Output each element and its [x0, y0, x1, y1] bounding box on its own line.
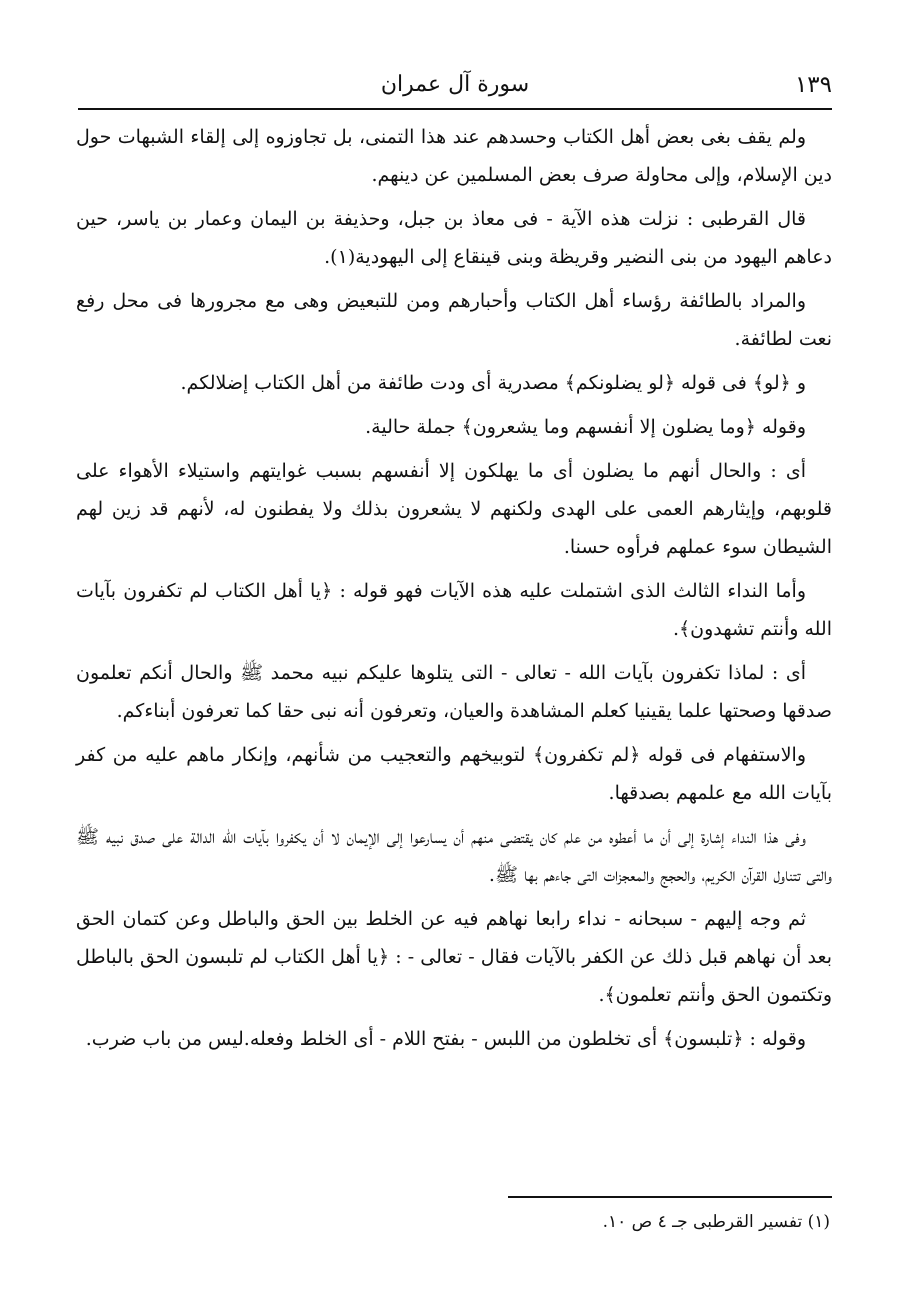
page-number: ١٣٩ — [794, 72, 832, 98]
footnote: (١) تفسير القرطبى جـ ٤ ص ١٠. — [602, 1212, 830, 1232]
paragraph: وقوله ﴿وما يضلون إلا أنفسهم وما يشعرون﴾ جملة حالية. — [365, 416, 806, 438]
paragraph: و ﴿لو﴾ فى قوله ﴿لو يضلونكم﴾ مصدرية أى ودت طائفة من أهل الكتاب إضلالكم. — [180, 372, 806, 394]
body-text — [76, 118, 832, 1064]
page-header — [78, 68, 832, 102]
paragraph: قال القرطبى : نزلت هذه الآية - فى معاذ بن جبل، وحذيفة بن اليمان وعمار بن ياسر، حين دعاهم اليهود من بنى النضير وقريظة وبنى قينقاع إلى اليهودية(١). — [76, 208, 832, 268]
paragraph: والمراد بالطائفة رؤساء أهل الكتاب وأحبارهم ومن للتبعيض وهى مع مجرورها فى محل رفع نعت لطائفة. — [76, 290, 832, 350]
paragraph: وفى هذا النداء إشارة إلى أن ما أعطوه من علم كان يقتضى منهم أن يسارعوا إلى الإيمان لا أن يكفروا بآيات الله الدالة على صدق نبيه ﷺ والتى تتناول القرآن الكريم، والحجج والمعجزات التى جاءهم بها ﷺ. — [76, 826, 832, 886]
paragraph: وقوله : ﴿تلبسون﴾ أى تخلطون من اللبس - بفتح اللام - أى الخلط وفعله.ليس من باب ضرب. — [85, 1028, 806, 1050]
paragraph: وأما النداء الثالث الذى اشتملت عليه هذه الآيات فهو قوله : ﴿يا أهل الكتاب لم تكفرون بآيات الله وأنتم تشهدون﴾. — [76, 580, 832, 640]
paragraph: ثم وجه إليهم - سبحانه - نداء رابعا نهاهم فيه عن الخلط بين الحق والباطل وعن كتمان الحق بعد أن نهاهم قبل ذلك عن الكفر بالآيات فقال - تعالى - : ﴿يا أهل الكتاب لم تلبسون الحق بالباطل وتكتمون الحق وأنتم تعلمون﴾. — [76, 908, 832, 1006]
header-rule — [78, 108, 832, 110]
footnote-rule — [508, 1196, 832, 1198]
paragraph: والاستفهام فى قوله ﴿لم تكفرون﴾ لتوبيخهم والتعجيب من شأنهم، وإنكار ماهم عليه من كفر بآيات الله مع علمهم بصدقها. — [76, 744, 832, 804]
paragraph: أى : لماذا تكفرون بآيات الله - تعالى - التى يتلوها عليكم نبيه محمد ﷺ والحال أنكم تعلمون صدقها وصحتها علما يقينيا كعلم المشاهدة والعيان، وتعرفون أنه نبى حقا كما تعرفون أبناءكم. — [76, 662, 832, 722]
paragraph: ولم يقف بغى بعض أهل الكتاب وحسدهم عند هذا التمنى، بل تجاوزوه إلى إلقاء الشبهات حول دين الإسلام، وإلى محاولة صرف بعض المسلمين عن دينهم. — [76, 126, 832, 186]
paragraph: أى : والحال أنهم ما يضلون أى ما يهلكون إلا أنفسهم بسبب غوايتهم واستيلاء الأهواء على قلوبهم، وإيثارهم العمى على الهدى ولكنهم لا يشعرون بذلك ولا يفطنون له، لأنهم قد زين لهم الشيطان سوء عملهم فرأوه حسنا. — [76, 460, 832, 558]
running-title: سورة آل عمران — [380, 72, 530, 97]
